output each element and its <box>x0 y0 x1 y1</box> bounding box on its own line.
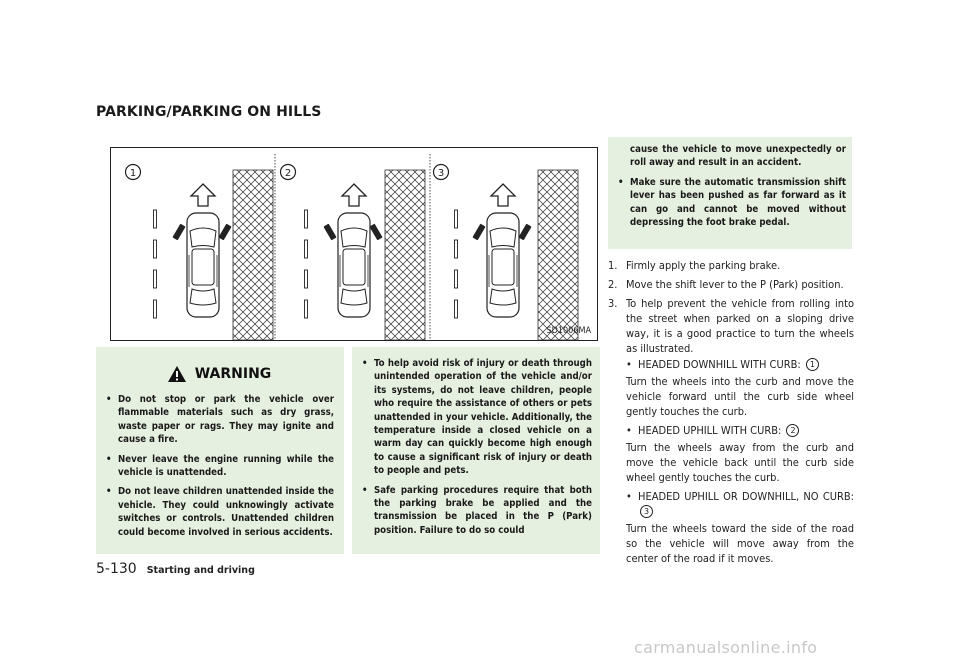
list-item: • Never leave the engine running while the vehicle is unattended. <box>104 453 334 480</box>
panel-downhill-with-curb <box>126 154 276 340</box>
section-title: PARKING/PARKING ON HILLS <box>96 104 322 120</box>
substep-text: Turn the wheels away from the curb and move the vehicle back until the curb side wheel gently touches the curb. <box>626 441 854 484</box>
list-item: • Do not leave children unattended inside the vehicle. They could unknowingly activate switches or controls. Unattended children could become involved in serious accidents. <box>104 485 334 539</box>
warning-title: WARNING <box>194 366 272 382</box>
page-number: 5-130 <box>96 561 137 577</box>
warning-list-col3 <box>616 143 846 229</box>
panel-uphill-with-curb <box>281 154 431 340</box>
substep-uphill-curb: • HEADED UPHILL WITH CURB: 2 <box>626 423 854 438</box>
substep-downhill-curb: • HEADED DOWNHILL WITH CURB: 1 <box>626 357 854 372</box>
list-item-continued: cause the vehicle to move unexpectedly or roll away and result in an accident. <box>630 144 846 169</box>
figure-label-3: 3 <box>437 168 445 179</box>
warning-box-col1 <box>96 347 344 554</box>
warning-box-col2 <box>352 347 600 554</box>
parking-diagram <box>111 148 597 340</box>
substep-no-curb: • HEADED UPHILL OR DOWNHILL, NO CURB: 3 <box>626 490 854 516</box>
step-2: 2. Move the shift lever to the P (Park) position. <box>608 278 844 291</box>
figure-code: SD1006MA <box>546 326 591 336</box>
step-3: 3. To help prevent the vehicle from rolling into the street when parked on a sloping drive way, it is a good practice to turn the wheels as illustrated. • HEADED DOWNHILL WITH CURB: 1 Turn the wheels into the curb and move the vehicle forward until the curb side wheel gently touches the curb. • HEADED UPHILL WITH CURB: 2 Turn the wheels away from the curb and move the vehicle back until the curb side wheel gently touches the curb. • HEADED UPHILL OR DOWNHILL, NO CURB: 3 Turn the wheels toward the side of the road so the vehicle will move away from the center of the road if it moves. <box>608 297 854 565</box>
procedure-steps <box>608 258 854 570</box>
substep-text: Turn the wheels into the curb and move the vehicle forward until the curb side wheel gently touches the curb. <box>626 375 854 418</box>
list-item: • To help avoid risk of injury or death through unintended operation of the vehicle and/or its systems, do not leave children, people who require the assistance of others or pets unattended in your vehicle. Additionally, the temperature inside a closed vehicle on a warm day can quickly become high enough to cause a significant risk of injury or death to people and pets. <box>360 357 592 478</box>
list-item: • Safe parking procedures require that both the parking brake be applied and the transmission be placed in the P (Park) position. Failure to do so could <box>360 484 592 538</box>
ref-circle-2: 2 <box>786 424 799 437</box>
warning-triangle-icon <box>167 365 187 383</box>
warning-list-col1 <box>104 393 334 539</box>
figure-label-2: 2 <box>284 168 292 179</box>
page-footer <box>96 561 255 577</box>
footer-section: Starting and driving <box>146 565 255 576</box>
warning-heading <box>104 363 334 385</box>
ref-circle-3: 3 <box>640 505 653 518</box>
figure-label-1: 1 <box>129 168 137 179</box>
watermark: carmanualsonline.info <box>634 638 818 657</box>
ref-circle-1: 1 <box>806 358 819 371</box>
warning-list-col2 <box>360 357 592 537</box>
parking-illustration <box>110 147 598 341</box>
list-item: • Make sure the automatic transmission shift lever has been pushed as far forward as it can go and cannot be moved without depressing the foot brake pedal. <box>616 176 846 230</box>
list-item: • Do not stop or park the vehicle over flammable materials such as dry grass, waste paper or rags. They may ignite and cause a fire. <box>104 393 334 447</box>
substep-text: Turn the wheels toward the side of the road so the vehicle will move away from the center of the road if it moves. <box>626 522 854 565</box>
panel-no-curb <box>434 165 579 341</box>
step-1: 1. Firmly apply the parking brake. <box>608 259 781 272</box>
warning-box-col3 <box>608 137 852 249</box>
